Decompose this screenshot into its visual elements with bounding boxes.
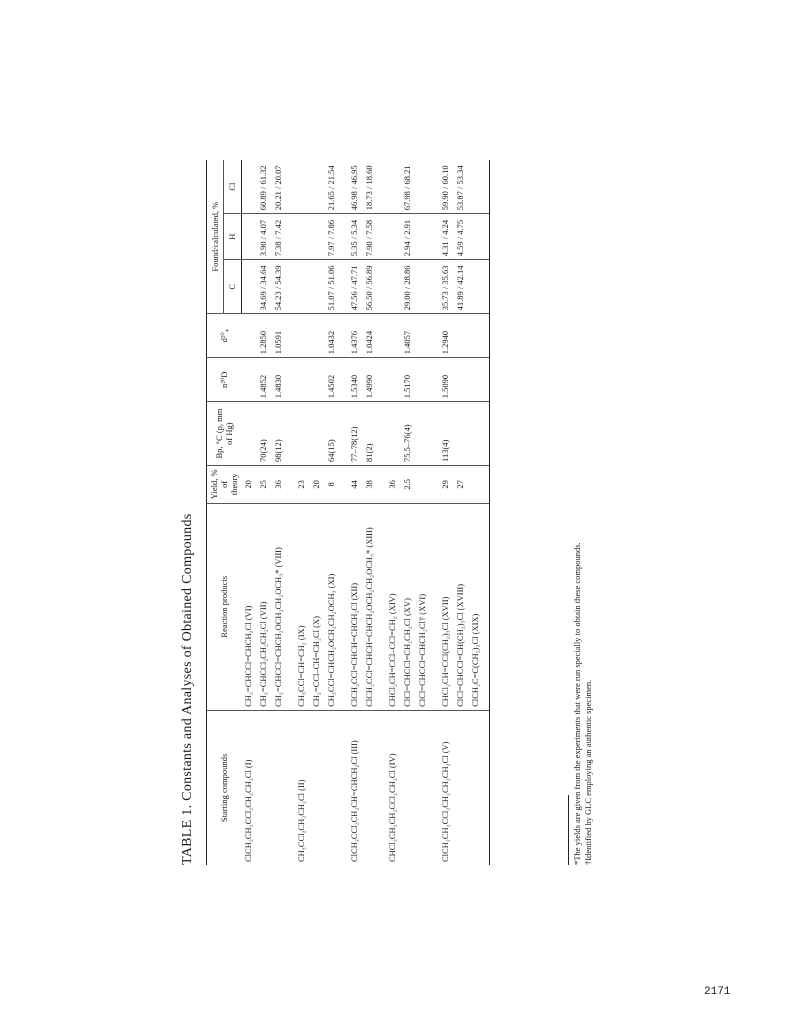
cell-bp (286, 402, 309, 466)
cell-starting-compound (309, 710, 324, 865)
cell-hydrogen: 7.97 / 7.86 (324, 214, 339, 260)
table-row (286, 160, 309, 865)
cell-yield: 27 (453, 465, 468, 503)
cell-reaction-product: CH₂=CCl–CH=CH₂Cl (X) (309, 503, 324, 710)
cell-density (377, 314, 400, 358)
cell-chlorine (286, 160, 309, 214)
cell-yield: 20 (241, 465, 256, 503)
cell-chlorine: 60.89 / 61.32 (258, 165, 268, 211)
cell-reaction-product: CH₂=CHCCl=CHCH₂Cl (VI) (241, 503, 256, 710)
cell-density (468, 314, 490, 358)
cell-density: 1.0591 (271, 314, 286, 358)
cell-bp: 77–78(12) (339, 402, 362, 466)
cell-yield: 20 (309, 465, 324, 503)
cell-hydrogen (377, 214, 400, 260)
footnote-yields: *The yields are given from the experiments that were run specially to obtain these compounds. (572, 542, 582, 865)
table-row (377, 160, 400, 865)
header-d: d²⁰₄ (207, 314, 242, 358)
cell-chlorine: 46.98 / 46.95 (349, 165, 359, 211)
footnotes (568, 542, 594, 865)
cell-chlorine (468, 160, 490, 214)
cell-bp (377, 402, 400, 466)
table-row (339, 160, 362, 865)
cell-yield: 29 (430, 465, 453, 503)
header-bp: Bp, °C (p, mm of Hg) (207, 402, 242, 466)
cell-starting-compound (415, 710, 430, 865)
cell-starting-compound (468, 710, 490, 865)
header-yield: Yield, % of theory (207, 465, 242, 503)
cell-carbon (309, 260, 324, 314)
cell-yield (468, 465, 490, 503)
cell-carbon: 34.69 / 34.64 (256, 260, 271, 314)
cell-carbon (241, 260, 256, 314)
cell-density: 1.2940 (430, 314, 453, 358)
cell-hydrogen: 3.90 / 4.07 (256, 214, 271, 260)
cell-reaction-product: ClCH₂CCl=CHCH=CHCH₂OCH₂CH₂OCH₃* (XIII) (362, 503, 377, 710)
cell-bp: 113(4) (430, 402, 453, 466)
cell-hydrogen (286, 214, 309, 260)
cell-chlorine: 67.98 / 68.21 (402, 165, 412, 211)
cell-density (453, 314, 468, 358)
cell-hydrogen: 5.35 / 5.34 (339, 214, 362, 260)
header-starting: Starting compounds (207, 710, 242, 865)
cell-density: 1.0432 (324, 314, 339, 358)
header-h: H (224, 214, 241, 260)
cell-bp (453, 402, 468, 466)
cell-reaction-product: ClCl=CHCCl=CHCH₂Cl† (XVI) (415, 503, 430, 710)
cell-hydrogen (468, 214, 490, 260)
cell-carbon (286, 260, 309, 314)
cell-hydrogen (241, 214, 256, 260)
cell-hydrogen: 7.38 / 7.42 (271, 214, 286, 260)
cell-density: 1.4057 (400, 314, 415, 358)
cell-chlorine (377, 160, 400, 214)
cell-yield: 36 (271, 465, 286, 503)
cell-yield: 2.5 (400, 465, 415, 503)
cell-carbon (377, 260, 400, 314)
header-c: C (224, 260, 241, 314)
cell-density (415, 314, 430, 358)
cell-carbon (468, 260, 490, 314)
cell-refractive-index: 1.5340 (339, 358, 362, 402)
cell-reaction-product: CHCl₂CH=CCl(CH₂)₃Cl (XVII) (430, 503, 453, 710)
cell-starting-compound: CHCl₂CH₂CH₂CCl₂CH₂Cl (IV) (377, 710, 400, 865)
cell-carbon: 35.73 / 35.63 (430, 260, 453, 314)
header-nd: n²⁰D (207, 358, 242, 402)
cell-starting-compound (362, 710, 377, 865)
cell-refractive-index: 1.4502 (324, 358, 339, 402)
cell-refractive-index (468, 358, 490, 402)
table-row (415, 160, 430, 865)
cell-starting-compound (271, 710, 286, 865)
footnote-rule (568, 795, 569, 865)
table-row (362, 160, 377, 865)
cell-chlorine: 20.21 / 20.07 (273, 165, 283, 211)
table-row (309, 160, 324, 865)
table-title: TABLE 1. Constants and Analyses of Obtained Compounds (180, 513, 195, 865)
cell-chlorine (415, 160, 430, 214)
cell-starting-compound: ClCH₂CCl₂CH₂CH=CHCH₂Cl (III) (339, 710, 362, 865)
cell-starting-compound (324, 710, 339, 865)
cell-refractive-index: 1.4990 (362, 358, 377, 402)
table-row (453, 160, 468, 865)
page-number: 2171 (704, 986, 731, 998)
cell-carbon: 51.07 / 51.06 (324, 260, 339, 314)
cell-reaction-product: ClCH₂CCl=CHCH=CHCH₂Cl (XII) (339, 503, 362, 710)
cell-refractive-index (415, 358, 430, 402)
cell-yield: 38 (362, 465, 377, 503)
cell-refractive-index (286, 358, 309, 402)
cell-yield: 25 (256, 465, 271, 503)
cell-chlorine (309, 160, 324, 214)
cell-carbon: 41.89 / 42.14 (453, 260, 468, 314)
cell-density: 1.4376 (339, 314, 362, 358)
cell-carbon: 29.00 / 28.86 (400, 260, 415, 314)
cell-chlorine: 21.65 / 21.54 (326, 165, 336, 211)
cell-hydrogen (415, 214, 430, 260)
cell-hydrogen: 4.59 / 4.75 (453, 214, 468, 260)
cell-bp: 98(12) (271, 402, 286, 466)
cell-refractive-index: 1.5090 (430, 358, 453, 402)
table-row (324, 160, 339, 865)
cell-chlorine: 59.90 / 60.10 (440, 165, 450, 211)
cell-density (309, 314, 324, 358)
cell-refractive-index: 1.4830 (271, 358, 286, 402)
cell-bp: 81(2) (362, 402, 377, 466)
header-products: Reaction products (207, 503, 242, 710)
cell-carbon (415, 260, 430, 314)
header-cl: Cl (224, 160, 241, 214)
cell-refractive-index: 1.5170 (400, 358, 415, 402)
cell-chlorine: 18.73 / 18.60 (364, 165, 374, 211)
cell-chlorine (241, 160, 256, 214)
cell-refractive-index (241, 358, 256, 402)
cell-reaction-product: CH₃CCl=CHCH₂OCH₂CH₂OCH₃ (XI) (324, 503, 339, 710)
cell-hydrogen: 2.94 / 2.91 (400, 214, 415, 260)
cell-chlorine: 53.87 / 53.34 (455, 165, 465, 211)
cell-refractive-index (309, 358, 324, 402)
cell-density (241, 314, 256, 358)
cell-bp (241, 402, 256, 466)
cell-yield: 44 (339, 465, 362, 503)
cell-bp: 64(15) (324, 402, 339, 466)
cell-density: 1.2850 (256, 314, 271, 358)
cell-starting-compound: CH₃CCl₂CH₂CH₂Cl (II) (286, 710, 309, 865)
cell-reaction-product: ClCl=CHCCl=CH₂CH₂Cl (XV) (400, 503, 415, 710)
cell-yield: 36 (377, 465, 400, 503)
cell-carbon: 56.50 / 56.89 (362, 260, 377, 314)
table-body (241, 160, 490, 865)
cell-yield: 23 (286, 465, 309, 503)
cell-starting-compound (453, 710, 468, 865)
table-row (468, 160, 490, 865)
cell-reaction-product: CH₂=CHCCl=CHCH₂OCH₂CH₂OCH₃* (VIII) (271, 503, 286, 710)
cell-density: 1.0424 (362, 314, 377, 358)
cell-reaction-product: CH₂=CHCCl₂CH₂CH₂Cl (VII) (256, 503, 271, 710)
cell-refractive-index: 1.4852 (256, 358, 271, 402)
cell-bp (309, 402, 324, 466)
cell-bp: 70(24) (256, 402, 271, 466)
table-row (241, 160, 256, 865)
cell-density (286, 314, 309, 358)
cell-hydrogen: 7.90 / 7.58 (362, 214, 377, 260)
constants-table (206, 160, 490, 865)
cell-reaction-product: CH₃CCl=CH=CH₂ (IX) (286, 503, 309, 710)
cell-bp (468, 402, 490, 466)
cell-refractive-index (377, 358, 400, 402)
cell-carbon: 47.56 / 47.71 (339, 260, 362, 314)
cell-reaction-product: CHCl₂CH=CCl–CCl=CH₂ (XIV) (377, 503, 400, 710)
cell-carbon: 54.23 / 54.39 (271, 260, 286, 314)
cell-bp (415, 402, 430, 466)
cell-starting-compound (256, 710, 271, 865)
cell-yield: 8 (324, 465, 339, 503)
table-row (400, 160, 415, 865)
table-row (430, 160, 453, 865)
cell-starting-compound: ClCH₂CH₂CCl₂CH₂CH₂Cl (I) (241, 710, 256, 865)
cell-reaction-product: ClCH₂C=C(CH₂)₃Cl (XIX) (468, 503, 490, 710)
cell-starting-compound (400, 710, 415, 865)
cell-hydrogen (309, 214, 324, 260)
footnote-glc: †Identified by GLC employing an authentic specimen. (583, 679, 593, 865)
cell-reaction-product: ClCl=CHCCl=CH(CH₂)₃Cl (XVIII) (453, 503, 468, 710)
table-row (256, 160, 271, 865)
rotated-table-page (180, 145, 620, 865)
cell-starting-compound: ClCH₂CH₂CCl₂CH₂CH₂CH₂Cl (V) (430, 710, 453, 865)
header-found-calculated: Found/calculated, % (207, 160, 224, 314)
table-row (271, 160, 286, 865)
cell-yield (415, 465, 430, 503)
cell-refractive-index (453, 358, 468, 402)
cell-hydrogen: 4.31 / 4.24 (430, 214, 453, 260)
cell-bp: 75.5–76(4) (400, 402, 415, 466)
